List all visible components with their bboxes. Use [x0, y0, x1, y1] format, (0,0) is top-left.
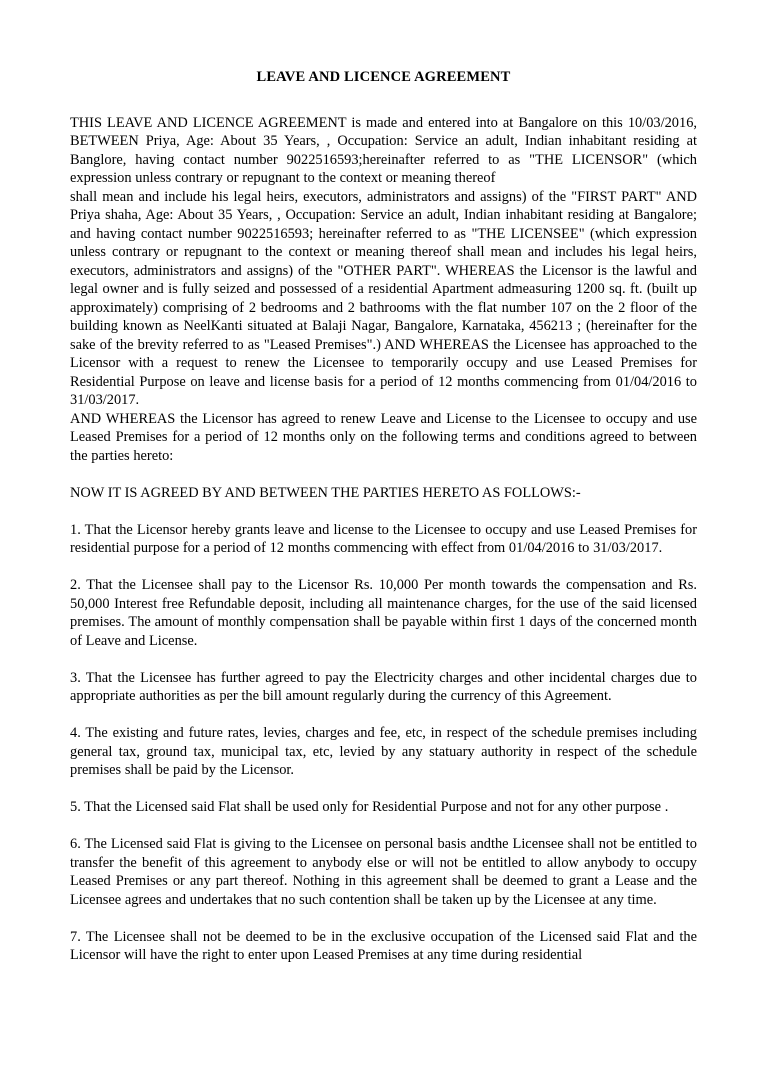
spacer	[70, 650, 697, 669]
page-title: LEAVE AND LICENCE AGREEMENT	[256, 69, 511, 85]
clause-1: 1. That the Licensor hereby grants leave and license to the Licensee to occupy and use Leased Premises for residential purpose for a period of 12 months commencing with effect from 01/04/2016 to 31/03/2017.	[70, 521, 697, 556]
spacer	[70, 817, 697, 836]
spacer	[70, 909, 697, 928]
clause-4: 4. The existing and future rates, levies, charges and fee, etc, in respect of the schedule premises including general tax, ground tax, municipal tax, etc, levied by any statuary authority in respect of the schedule premises shall be paid by the Licensor.	[70, 725, 697, 778]
clause-2: 2. That the Licensee shall pay to the Licensor Rs. 10,000 Per month towards the compensation and Rs. 50,000 Interest free Refundable deposit, including all maintenance charges, for the use of the said licensed premises. The amount of monthly compensation shall be payable within first 1 days of the concerned month of Leave and License.	[70, 577, 697, 649]
recital-paragraph-2: shall mean and include his legal heirs, executors, administrators and assigns) of the "FIRST PART" AND Priya shaha, Age: About 35 Years, , Occupation: Service an adult, Indian inhabitant residing at Bangalore; and having contact number 9022516593; hereinafter referred to as "THE LICENSEE" (which expression unless contrary or repugnant to the context or meaning thereof shall mean and includes his legal heirs, executors, administrators and assigns) of the "OTHER PART". WHEREAS the Licensor is the lawful and legal owner and is fully seized and possessed of a residential Apartment admeasuring 1200 sq. ft. (built up approximately) comprising of 2 bedrooms and 2 bathrooms with the flat number 107 on the 2 floor of the building known as NeelKanti situated at Balaji Nagar, Bangalore, Karnataka, 456213 ; (hereinafter for the sake of the brevity referred to as "Leased Premises".) AND WHEREAS the Licensee has approached to the Licensor with a request to renew the Licensee to temporarily occupy and use Leased Premises for Residential Purpose on leave and license basis for a period of 12 months commencing from 01/04/2016 to 31/03/2017.	[70, 188, 697, 408]
spacer	[70, 502, 697, 521]
clause-7: 7. The Licensee shall not be deemed to be in the exclusive occupation of the Licensed said Flat and the Licensor will have the right to enter upon Leased Premises at any time during residential	[70, 928, 697, 963]
clause-5: 5. That the Licensed said Flat shall be used only for Residential Purpose and not for any other purpose .	[70, 799, 669, 815]
spacer	[70, 465, 697, 484]
spacer	[70, 780, 697, 799]
agreement-heading: NOW IT IS AGREED BY AND BETWEEN THE PARTIES HERETO AS FOLLOWS:-	[70, 484, 581, 501]
spacer	[70, 706, 697, 725]
clause-6: 6. The Licensed said Flat is giving to the Licensee on personal basis andthe Licensee shall not be entitled to transfer the benefit of this agreement to anybody else or will not be entitled to allow anybody to occupy Leased Premises or any part thereof. Nothing in this agreement shall be deemed to grant a Lease and the Licensee agrees and undertakes that no such contention shall be taken up by the Licensee at any time.	[70, 836, 697, 908]
recital-paragraph-1: THIS LEAVE AND LICENCE AGREEMENT is made and entered into at Bangalore on this 10/03/2016, BETWEEN Priya, Age: About 35 Years, , Occupation: Service an adult, Indian inhabitant residing at Banglore, having contact number 9022516593;hereinafter referred to as "THE LICENSOR" (which expression unless contrary or repugnant to the context or meaning thereof	[70, 114, 697, 186]
spacer	[70, 87, 697, 114]
clause-3: 3. That the Licensee has further agreed to pay the Electricity charges and other incidental charges due to appropriate authorities as per the bill amount regularly during the currency of this Agreement.	[70, 669, 697, 704]
spacer	[70, 558, 697, 577]
recital-paragraph-3: AND WHEREAS the Licensor has agreed to renew Leave and License to the Licensee to occupy and use Leased Premises for a period of 12 months only on the following terms and conditions agreed to between the parties hereto:	[70, 410, 697, 464]
document-content	[70, 68, 697, 965]
